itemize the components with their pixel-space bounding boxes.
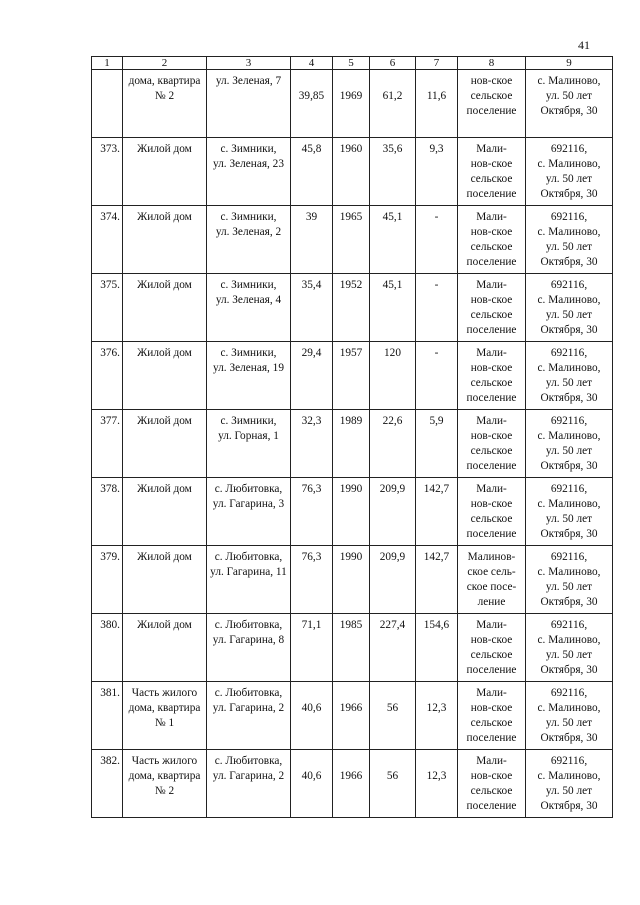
address-line: с. Зимники, [220,415,277,427]
postal-address-line: с. Малиново, [537,634,601,646]
year-cell: 1960 [333,138,370,206]
settlement-cell [458,206,526,274]
object-type-line: Часть жилого [131,755,198,767]
postal-address-line: 692116, [550,755,588,767]
year-cell: 1965 [333,206,370,274]
value-col6-cell: 56 [370,682,416,750]
address-cell [207,274,291,342]
value-col7-cell: - [416,342,458,410]
address-line: ул. Гагарина, 2 [212,770,285,782]
object-type-line: Жилой дом [137,619,192,631]
postal-address-line: 692116, [550,347,588,359]
table-row [92,410,613,478]
object-type-line: Жилой дом [137,279,192,291]
area-cell: 39,85 [291,70,333,138]
year-cell: 1990 [333,546,370,614]
settlement-cell [458,750,526,818]
settlement-line: сельское [470,241,513,253]
value-col7-cell: 12,3 [416,682,458,750]
value-col7-cell: - [416,274,458,342]
area-cell: 40,6 [291,750,333,818]
postal-address-line: 692116, [550,279,588,291]
address-line: с. Любитовка, [214,619,283,631]
address-line: ул. Зеленая, 2 [215,226,282,238]
settlement-cell [458,342,526,410]
postal-address-line: Октября, 30 [540,256,598,268]
postal-address-cell [526,138,613,206]
postal-address-cell [526,682,613,750]
settlement-cell [458,410,526,478]
area-cell: 35,4 [291,274,333,342]
value-col7-cell: 154,6 [416,614,458,682]
postal-address-line: Октября, 30 [540,800,598,812]
value-col6-cell: 209,9 [370,478,416,546]
settlement-cell [458,274,526,342]
column-number-header-row [92,57,613,70]
address-cell [207,138,291,206]
column-header: 9 [526,57,613,70]
settlement-line: Мали- [476,347,507,359]
settlement-line: сельское [470,173,513,185]
value-col6-cell: 227,4 [370,614,416,682]
postal-address-line: Октября, 30 [540,596,598,608]
object-type-line: Жилой дом [137,211,192,223]
settlement-line: сельское [470,90,513,102]
address-line: с. Любитовка, [214,551,283,563]
address-line: ул. Гагарина, 3 [212,498,285,510]
table-row [92,478,613,546]
settlement-line: сельское [470,785,513,797]
postal-address-line: ул. 50 лет [545,241,593,253]
postal-address-cell [526,750,613,818]
year-cell: 1966 [333,682,370,750]
value-col6-cell: 56 [370,750,416,818]
settlement-line: поселение [466,528,517,540]
address-line: ул. Гагарина, 8 [212,634,285,646]
postal-address-line: с. Малиново, [537,362,601,374]
table-row [92,274,613,342]
settlement-line: Мали- [476,619,507,631]
settlement-line: сельское [470,377,513,389]
postal-address-cell [526,614,613,682]
postal-address-line: Октября, 30 [540,188,598,200]
area-cell: 76,3 [291,546,333,614]
address-line: с. Зимники, [220,143,277,155]
address-line: ул. Зеленая, 23 [213,158,284,170]
settlement-cell [458,138,526,206]
column-header: 6 [370,57,416,70]
postal-address-line: ул. 50 лет [545,377,593,389]
row-number-cell: 375. [92,274,123,342]
object-type-line: № 2 [154,785,175,797]
postal-address-line: 692116, [550,619,588,631]
settlement-line: нов-ское [470,702,513,714]
table-row [92,682,613,750]
settlement-line: сельское [470,309,513,321]
postal-address-cell [526,342,613,410]
postal-address-cell [526,546,613,614]
table-row [92,342,613,410]
address-line: ул. Гагарина, 11 [210,566,287,578]
postal-address-line: 692116, [550,483,588,495]
settlement-line: нов-ское [470,430,513,442]
area-cell: 40,6 [291,682,333,750]
table-row [92,138,613,206]
value-col6-cell: 45,1 [370,274,416,342]
year-cell: 1990 [333,478,370,546]
object-type-cell [123,274,207,342]
row-number-cell: 379. [92,546,123,614]
year-cell: 1989 [333,410,370,478]
row-number-cell: 373. [92,138,123,206]
value-col7-cell: 9,3 [416,138,458,206]
object-type-cell [123,478,207,546]
address-line: ул. Зеленая, 7 [215,75,282,87]
address-cell [207,70,291,138]
value-col7-cell: 12,3 [416,750,458,818]
postal-address-line: Октября, 30 [540,392,598,404]
settlement-line: ление [477,596,506,608]
postal-address-line: Октября, 30 [540,105,598,117]
settlement-line: поселение [466,800,517,812]
settlement-line: сельское [470,717,513,729]
row-number-cell: 380. [92,614,123,682]
settlement-cell [458,70,526,138]
area-cell: 32,3 [291,410,333,478]
settlement-line: нов-ское [470,294,513,306]
settlement-line: поселение [466,732,517,744]
address-line: с. Любитовка, [214,483,283,495]
row-number-cell: 374. [92,206,123,274]
postal-address-line: ул. 50 лет [545,717,593,729]
row-number-cell [92,70,123,138]
area-cell: 39 [291,206,333,274]
settlement-line: нов-ское [470,770,513,782]
postal-address-line: с. Малиново, [537,294,601,306]
postal-address-line: ул. 50 лет [545,649,593,661]
row-number-cell: 378. [92,478,123,546]
row-number-cell: 381. [92,682,123,750]
object-type-cell [123,206,207,274]
area-cell: 71,1 [291,614,333,682]
postal-address-cell [526,410,613,478]
column-header: 5 [333,57,370,70]
settlement-line: поселение [466,392,517,404]
object-type-line: № 2 [154,90,175,102]
address-line: с. Зимники, [220,211,277,223]
settlement-line: нов-ское [470,498,513,510]
object-type-line: Жилой дом [137,551,192,563]
column-header: 1 [92,57,123,70]
address-cell [207,750,291,818]
value-col6-cell: 120 [370,342,416,410]
value-col7-cell: 142,7 [416,546,458,614]
address-cell [207,614,291,682]
settlement-line: Мали- [476,279,507,291]
year-cell: 1952 [333,274,370,342]
value-col6-cell: 45,1 [370,206,416,274]
table-row [92,750,613,818]
year-cell: 1966 [333,750,370,818]
table-row [92,206,613,274]
address-cell [207,410,291,478]
settlement-line: поселение [466,188,517,200]
settlement-line: нов-ское [470,75,513,87]
settlement-line: Мали- [476,483,507,495]
column-header: 3 [207,57,291,70]
address-line: с. Любитовка, [214,687,283,699]
object-type-line: Жилой дом [137,143,192,155]
postal-address-line: ул. 50 лет [545,513,593,525]
address-line: с. Зимники, [220,279,277,291]
settlement-line: Мали- [476,143,507,155]
postal-address-line: ул. 50 лет [545,309,593,321]
postal-address-line: ул. 50 лет [545,90,593,102]
settlement-line: Мали- [476,687,507,699]
area-cell: 45,8 [291,138,333,206]
object-type-cell [123,682,207,750]
object-type-cell [123,70,207,138]
postal-address-line: с. Малиново, [537,158,601,170]
object-type-cell [123,138,207,206]
address-cell [207,342,291,410]
value-col6-cell: 61,2 [370,70,416,138]
address-cell [207,546,291,614]
value-col7-cell: 11,6 [416,70,458,138]
settlement-line: нов-ское [470,634,513,646]
postal-address-line: с. Малиново, [537,566,601,578]
postal-address-line: ул. 50 лет [545,581,593,593]
area-cell: 29,4 [291,342,333,410]
postal-address-cell [526,70,613,138]
address-cell [207,478,291,546]
column-header: 2 [123,57,207,70]
value-col6-cell: 22,6 [370,410,416,478]
postal-address-line: 692116, [550,551,588,563]
value-col7-cell: - [416,206,458,274]
settlement-cell [458,682,526,750]
row-number-cell: 382. [92,750,123,818]
settlement-line: нов-ское [470,158,513,170]
column-header: 4 [291,57,333,70]
settlement-line: поселение [466,105,517,117]
settlement-line: ское сель- [467,566,516,578]
postal-address-line: 692116, [550,687,588,699]
object-type-line: дома, квартира [128,75,201,87]
postal-address-line: ул. 50 лет [545,445,593,457]
settlement-line: поселение [466,256,517,268]
year-cell: 1985 [333,614,370,682]
column-header: 8 [458,57,526,70]
settlement-line: ское посе- [466,581,517,593]
postal-address-cell [526,478,613,546]
address-cell [207,682,291,750]
settlement-line: нов-ское [470,362,513,374]
postal-address-line: с. Малиново, [537,702,601,714]
value-col6-cell: 209,9 [370,546,416,614]
object-type-line: Часть жилого [131,687,198,699]
postal-address-line: 692116, [550,211,588,223]
settlement-line: Мали- [476,755,507,767]
settlement-cell [458,478,526,546]
object-type-cell [123,750,207,818]
address-cell [207,206,291,274]
settlement-line: Малинов- [467,551,516,563]
address-line: с. Любитовка, [214,755,283,767]
object-type-cell [123,342,207,410]
settlement-cell [458,546,526,614]
postal-address-cell [526,274,613,342]
object-type-cell [123,410,207,478]
settlement-line: Мали- [476,211,507,223]
column-header: 7 [416,57,458,70]
property-registry-table [91,56,613,818]
year-cell: 1969 [333,70,370,138]
postal-address-line: Октября, 30 [540,460,598,472]
settlement-line: поселение [466,324,517,336]
page-number: 41 [578,38,590,52]
postal-address-line: с. Малиново, [537,75,601,87]
area-cell: 76,3 [291,478,333,546]
object-type-line: № 1 [154,717,175,729]
postal-address-line: с. Малиново, [537,498,601,510]
postal-address-line: 692116, [550,415,588,427]
settlement-line: поселение [466,664,517,676]
settlement-line: поселение [466,460,517,472]
postal-address-line: ул. 50 лет [545,785,593,797]
row-number-cell: 377. [92,410,123,478]
row-number-cell: 376. [92,342,123,410]
postal-address-line: Октября, 30 [540,664,598,676]
year-cell: 1957 [333,342,370,410]
table-row [92,70,613,138]
object-type-line: Жилой дом [137,415,192,427]
settlement-line: сельское [470,513,513,525]
postal-address-line: с. Малиново, [537,430,601,442]
address-line: ул. Зеленая, 19 [213,362,284,374]
object-type-cell [123,546,207,614]
value-col7-cell: 5,9 [416,410,458,478]
table-row [92,546,613,614]
object-type-line: дома, квартира [128,702,201,714]
value-col6-cell: 35,6 [370,138,416,206]
address-line: с. Зимники, [220,347,277,359]
postal-address-cell [526,206,613,274]
postal-address-line: с. Малиново, [537,226,601,238]
settlement-line: сельское [470,649,513,661]
postal-address-line: ул. 50 лет [545,173,593,185]
settlement-line: нов-ское [470,226,513,238]
address-line: ул. Зеленая, 4 [215,294,282,306]
object-type-line: Жилой дом [137,483,192,495]
table-row [92,614,613,682]
settlement-cell [458,614,526,682]
postal-address-line: с. Малиново, [537,770,601,782]
address-line: ул. Гагарина, 2 [212,702,285,714]
settlement-line: Мали- [476,415,507,427]
postal-address-line: 692116, [550,143,588,155]
value-col7-cell: 142,7 [416,478,458,546]
object-type-line: дома, квартира [128,770,201,782]
object-type-cell [123,614,207,682]
postal-address-line: Октября, 30 [540,528,598,540]
address-line: ул. Горная, 1 [218,430,279,442]
settlement-line: сельское [470,445,513,457]
postal-address-line: Октября, 30 [540,324,598,336]
postal-address-line: Октября, 30 [540,732,598,744]
object-type-line: Жилой дом [137,347,192,359]
